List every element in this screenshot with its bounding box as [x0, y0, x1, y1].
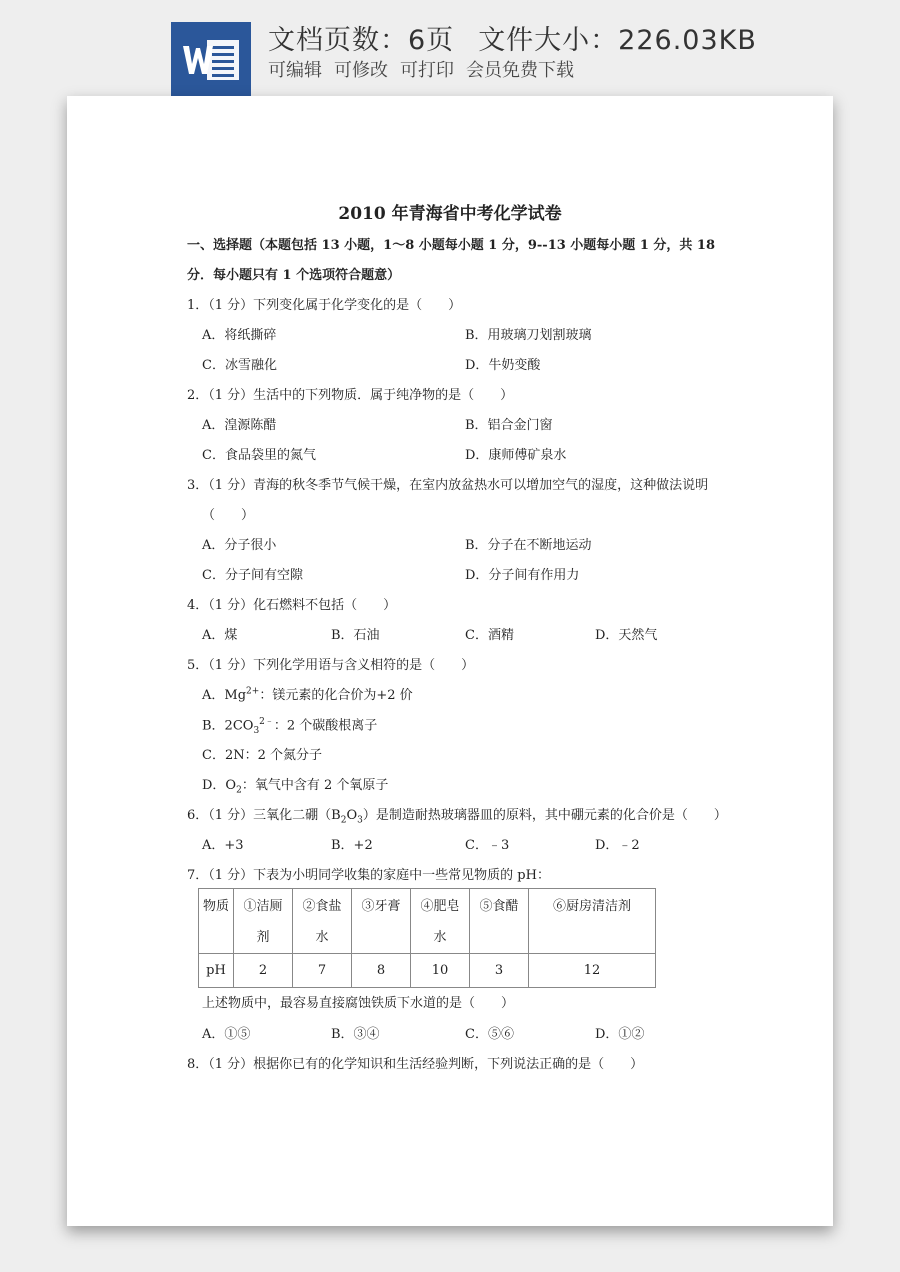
feature-printable: 可打印: [400, 60, 454, 81]
file-size: 文件大小：226.03KB: [478, 25, 757, 56]
page-count: 文档页数：6页: [268, 25, 455, 56]
banner-features: [268, 56, 586, 82]
q6-option-b: B．+2: [331, 838, 373, 853]
banner-title: [268, 18, 781, 57]
q4-option-c: C．酒精: [465, 628, 514, 643]
download-banner: [0, 0, 900, 96]
page-title: 2010 年青海省中考化学试卷: [338, 204, 562, 224]
table-header-cell: ⑥厨房清洁剂: [529, 889, 656, 954]
ph-table: [198, 888, 656, 988]
table-cell: 12: [529, 954, 656, 988]
table-header-cell: ②食盐 水: [293, 889, 352, 954]
q1-option-b: B．用玻璃刀划割玻璃: [465, 328, 592, 343]
q4-option-a: A．煤: [202, 628, 238, 643]
q3-option-d: D．分子间有作用力: [465, 568, 580, 583]
q7-option-c: C．⑤⑥: [465, 1027, 514, 1042]
feature-member-download: 会员免费下载: [466, 60, 574, 81]
question-4: 4．（1 分）化石燃料不包括（ ）: [187, 598, 397, 613]
q4-option-b: B．石油: [331, 628, 380, 643]
table-header-cell: 物质: [199, 889, 234, 954]
q1-option-a: A．将纸撕碎: [202, 328, 277, 343]
table-header-cell: ④肥皂 水: [411, 889, 470, 954]
question-7-followup: 上述物质中，最容易直接腐蚀铁质下水道的是（ ）: [202, 996, 515, 1011]
question-5: 5．（1 分）下列化学用语与含义相符的是（ ）: [187, 658, 475, 673]
question-3-paren: （ ）: [202, 508, 255, 523]
section-heading: 一、选择题（本题包括 13 小题，1～8 小题每小题 1 分，9--13 小题每小题 1 分，共 18: [187, 238, 716, 253]
word-document-icon: [171, 22, 251, 96]
question-7: 7．（1 分）下表为小明同学收集的家庭中一些常见物质的 pH：: [187, 868, 550, 883]
table-cell: 10: [411, 954, 470, 988]
q2-option-d: D．康师傅矿泉水: [465, 448, 567, 463]
q5-option-a: A．$Mg^{2+}$：镁元素的化合价为+2 价: [202, 686, 413, 703]
table-cell: 2: [234, 954, 293, 988]
q2-option-b: B．铝合金门窗: [465, 418, 553, 433]
q5-option-b: B．$2CO_3^{2﹣}$：2 个碳酸根离子: [202, 717, 378, 736]
q1-option-d: D．牛奶变酸: [465, 358, 541, 373]
q7-option-a: A．①⑤: [202, 1027, 251, 1042]
table-cell: 8: [352, 954, 411, 988]
table-header-cell: ⑤食醋: [470, 889, 529, 954]
table-header-cell: ③牙膏: [352, 889, 411, 954]
q6-option-c: C．﹣3: [465, 838, 510, 853]
q1-option-c: C．冰雪融化: [202, 358, 277, 373]
feature-modifiable: 可修改: [334, 60, 388, 81]
question-6: 6．（1 分）三氧化二硼$(B_2O_3)$是制造耐热玻璃器皿的原料，其中硼元素的化合价是（ ）: [187, 808, 727, 826]
q3-option-b: B．分子在不断地运动: [465, 538, 592, 553]
question-8: 8．（1 分）根据你已有的化学知识和生活经验判断，下列说法正确的是（ ）: [187, 1057, 644, 1072]
q7-option-b: B．③④: [331, 1027, 380, 1042]
q6-option-d: D．﹣2: [595, 838, 640, 853]
q2-option-c: C．食品袋里的氮气: [202, 448, 316, 463]
feature-editable: 可编辑: [268, 60, 322, 81]
q3-option-c: C．分子间有空隙: [202, 568, 303, 583]
table-row-label: pH: [199, 954, 234, 988]
q2-option-a: A．湟源陈醋: [202, 418, 277, 433]
q6-option-a: A．+3: [202, 838, 244, 853]
question-3: 3．（1 分）青海的秋冬季节气候干燥，在室内放盆热水可以增加空气的湿度，这种做法说明: [187, 478, 709, 493]
section-heading-cont: 分．每小题只有 1 个选项符合题意）: [187, 268, 401, 283]
question-2: 2．（1 分）生活中的下列物质．属于纯净物的是（ ）: [187, 388, 514, 403]
q5-option-c: C．2N：2 个氮分子: [202, 748, 322, 763]
table-header-cell: ①洁厕 剂: [234, 889, 293, 954]
question-1: 1．（1 分）下列变化属于化学变化的是（ ）: [187, 298, 462, 313]
table-cell: 3: [470, 954, 529, 988]
q5-option-d: D．$O_2$：氧气中含有 2 个氧原子: [202, 778, 389, 796]
q3-option-a: A．分子很小: [202, 538, 277, 553]
table-cell: 7: [293, 954, 352, 988]
q7-option-d: D．①②: [595, 1027, 645, 1042]
document-page: [67, 96, 833, 1226]
q4-option-d: D．天然气: [595, 628, 658, 643]
